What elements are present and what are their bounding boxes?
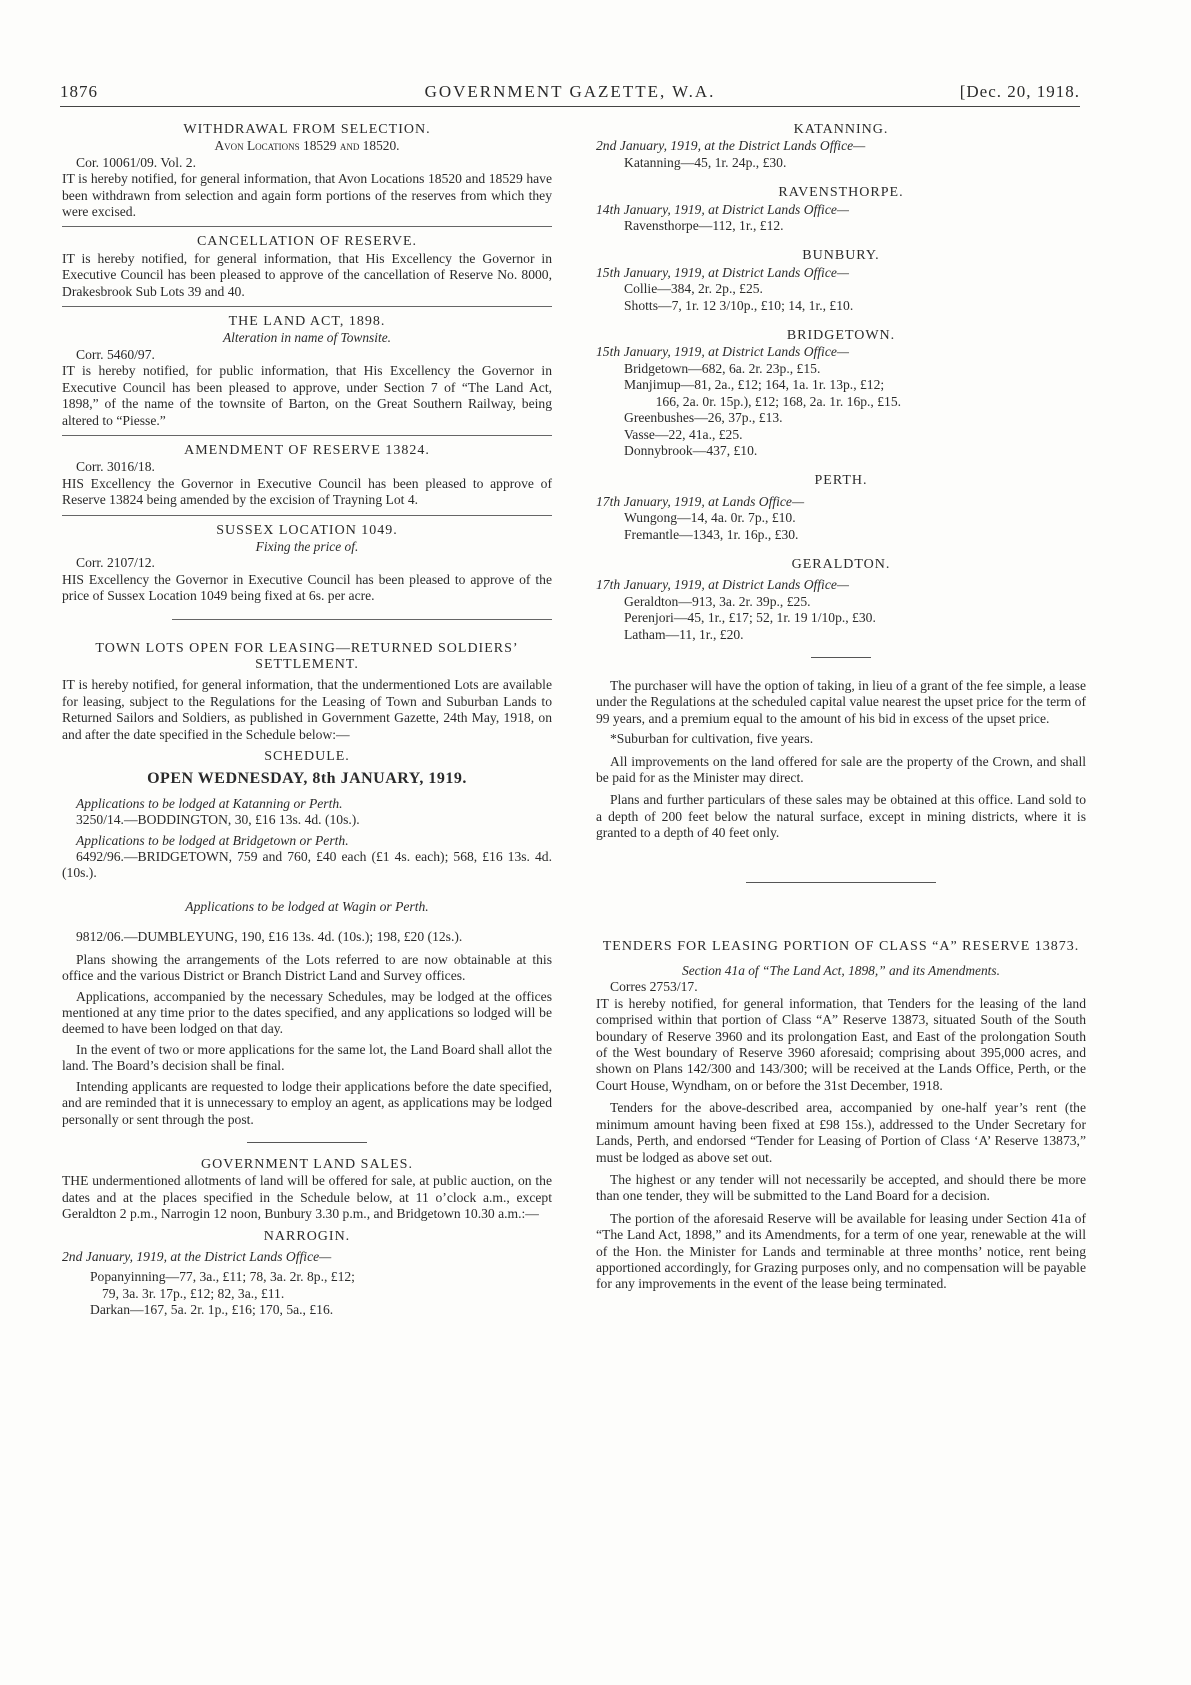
- left-column: [62, 122, 552, 1319]
- plans-paragraph: Plans and further particulars of these sales may be obtained at this office. Land sold to a depth of 200 feet below the natural surface, except in mining districts, where it is granted to a depth of 40 feet only.: [596, 792, 1086, 841]
- sale-date: 17th January, 1919, at District Lands Office—: [596, 577, 849, 593]
- right-column: [596, 122, 1086, 1293]
- sale-date: 2nd January, 1919, at the District Lands Office—: [596, 138, 866, 154]
- notice-subheading: Section 41a of “The Land Act, 1898,” and its Amendments.: [682, 963, 1000, 979]
- notice-subheading: Avon Locations 18529 and 18520.: [214, 138, 400, 154]
- notice-heading: AMENDMENT OF RESERVE 13824.: [184, 442, 430, 458]
- lot-entry: 6492/96.—BRIDGETOWN, 759 and 760, £40 each (£1 4s. each); 568, £16 13s. 4d. (10s.).: [62, 849, 552, 881]
- divider: [247, 1142, 367, 1143]
- notice-body: IT is hereby notified, for general information, that the undermentioned Lots are available for leasing, subject to the Regulations for the Leasing of Town and Suburban Lands to Returned Sailors and Soldiers, as published in Government Gazette, 24th May, 1918, on and after the date specified in the Schedule below:—: [62, 677, 552, 742]
- sale-katanning: [596, 122, 1086, 171]
- sale-bridgetown: [596, 328, 1086, 459]
- notice-heading: TENDERS FOR LEASING PORTION OF CLASS “A” RESERVE 13873.: [602, 938, 1080, 954]
- town-lots-notice: [62, 641, 552, 1128]
- lot-entry: 9812/06.—DUMBLEYUNG, 190, £16 13s. 4d. (10s.); 198, £20 (12s.).: [76, 929, 463, 945]
- notice-body: HIS Excellency the Governor in Executive Council has been pleased to approve of the price of Sussex Location 1049 being fixed at 6s. per acre.: [62, 571, 552, 604]
- paragraph: The highest or any tender will not necessarily be accepted, and should there be more than one tender, they will be submitted to the Land Board for a decision.: [596, 1171, 1086, 1204]
- town-heading: KATANNING.: [793, 122, 889, 137]
- notice-heading: CANCELLATION OF RESERVE.: [196, 234, 418, 250]
- town-heading: BUNBURY.: [802, 248, 880, 264]
- sale-perth: [596, 473, 1086, 543]
- sale-lot: 79, 3a. 3r. 17p., £12; 82, 3a., £11.: [102, 1285, 285, 1301]
- sale-bunbury: [596, 248, 1086, 314]
- correspondence-ref: Corr. 2107/12.: [76, 555, 155, 571]
- divider: [746, 882, 936, 883]
- sale-lot: Darkan—167, 5a. 2r. 1p., £16; 170, 5a., £16.: [90, 1302, 334, 1318]
- lot-entry: 3250/14.—BODDINGTON, 30, £16 13s. 4d. (10s.).: [76, 812, 360, 828]
- notice-body: IT is hereby notified, for public information, that His Excellency the Governor in Executive Council has been pleased to approve, under Section 7 of “The Land Act, 1898,” of the name of the townsite of Barton, on the Great Southern Railway, being altered to “Piesse.”: [62, 363, 552, 428]
- sale-date: 15th January, 1919, at District Lands Office—: [596, 264, 849, 280]
- issue-date: [Dec. 20, 1918.: [959, 82, 1080, 101]
- sale-lot: Ravensthorpe—112, 1r., £12.: [624, 218, 784, 234]
- notice-heading: SUSSEX LOCATION 1049.: [216, 522, 398, 538]
- sale-date: 15th January, 1919, at District Lands Office—: [596, 344, 849, 360]
- sale-lot: Wungong—14, 4a. 0r. 7p., £10.: [624, 510, 796, 526]
- paragraph: Plans showing the arrangements of the Lots referred to are now obtainable at this office and the various District or Branch District Land and Survey offices.: [62, 951, 552, 984]
- divider: [62, 515, 552, 516]
- divider: [172, 619, 552, 620]
- divider: [62, 435, 552, 436]
- improvements-paragraph: All improvements on the land offered for sale are the property of the Crown, and shall be paid for as the Minister may direct.: [596, 753, 1086, 785]
- withdrawal-notice: [62, 122, 552, 220]
- open-date-heading: OPEN WEDNESDAY, 8th JANUARY, 1919.: [147, 770, 467, 788]
- sale-lot: Popanyinning—77, 3a., £11; 78, 3a. 2r. 8p., £12;: [90, 1269, 355, 1285]
- town-heading: BRIDGETOWN.: [786, 328, 896, 344]
- notice-body: THE undermentioned allotments of land will be offered for sale, at public auction, on the dates and at the places specified in the Schedule below, at 11 o’clock a.m., except Geraldton 2 p.m., Narrogin 12 noon, Bunbury 3.30 p.m., and Bridgetown 10.30 a.m.:—: [62, 1173, 552, 1222]
- notice-body: IT is hereby notified, for general information, that Avon Locations 18520 and 18529 have been withdrawn from selection and again form portions of the reserves from which they were excised.: [62, 171, 552, 220]
- notice-heading: WITHDRAWAL FROM SELECTION.: [183, 122, 431, 137]
- town-heading: GERALDTON.: [791, 556, 891, 572]
- divider: [811, 657, 871, 658]
- sale-date: 14th January, 1919, at District Lands Office—: [596, 201, 849, 217]
- town-heading: NARROGIN.: [263, 1228, 351, 1244]
- town-heading: PERTH.: [814, 473, 868, 489]
- lodging-place: Applications to be lodged at Bridgetown or Perth.: [76, 832, 349, 848]
- lodging-place: Applications to be lodged at Katanning or Perth.: [76, 795, 343, 811]
- paragraph: In the event of two or more applications for the same lot, the Land Board shall allot the land. The Board’s decision shall be final.: [62, 1041, 552, 1074]
- correspondence-ref: Corr. 5460/97.: [76, 346, 155, 362]
- sale-date: 17th January, 1919, at Lands Office—: [596, 493, 805, 509]
- paragraph: Tenders for the above-described area, accompanied by one-half year’s rent (the minimum amount having been fixed at £98 15s.), addressed to the Under Secretary for Lands, Perth, and endorsed “Tender for Leasing of Portion of Class ‘A’ Reserve 13873,” must be lodged as above set out.: [596, 1100, 1086, 1165]
- sale-lot: Greenbushes—26, 37p., £13.: [624, 410, 783, 426]
- sale-lot: 166, 2a. 0r. 15p.), £12; 168, 2a. 1r. 16p., £15.: [642, 393, 902, 409]
- sale-lot: Manjimup—81, 2a., £12; 164, 1a. 1r. 13p., £12;: [624, 377, 885, 393]
- sale-lot: Perenjori—45, 1r., £17; 52, 1r. 19 1/10p., £30.: [624, 610, 876, 626]
- lodging-place: Applications to be lodged at Wagin or Perth.: [185, 899, 429, 915]
- sussex-notice: [62, 523, 552, 605]
- tenders-notice: [596, 939, 1086, 1293]
- sale-date: 2nd January, 1919, at the District Lands Office—: [62, 1248, 332, 1264]
- sale-lot: Collie—384, 2r. 2p., £25.: [624, 281, 763, 297]
- paragraph: The portion of the aforesaid Reserve will be available for leasing under Section 41a of “The Land Act, 1898,” and its Amendments, for a term of one year, renewable at the will of the Hon. the Minister for Lands and terminable at three months’ notice, rent being apportioned accordingly, for Grazing purposes only, and no compensation will be payable for any improvements in the event of the lease being terminated.: [596, 1210, 1086, 1292]
- page-number: 1876: [60, 82, 98, 101]
- sale-lot: Katanning—45, 1r. 24p., £30.: [624, 154, 787, 170]
- paragraph: Applications, accompanied by the necessary Schedules, may be lodged at the offices mentioned at any time prior to the dates specified, and any applications so lodged will be deemed to have been lodged on that day.: [62, 988, 552, 1037]
- correspondence-ref: Cor. 10061/09. Vol. 2.: [76, 154, 196, 170]
- suburban-note: *Suburban for cultivation, five years.: [610, 731, 814, 747]
- gazette-title: GOVERNMENT GAZETTE, W.A.: [424, 82, 716, 101]
- sale-lot: Geraldton—913, 3a. 2r. 39p., £25.: [624, 593, 811, 609]
- sale-lot: Shotts—7, 1r. 12 3/10p., £10; 14, 1r., £10.: [624, 297, 854, 313]
- land-act-notice: [62, 314, 552, 429]
- land-sales-notice: [62, 1157, 552, 1319]
- notice-subheading: Fixing the price of.: [255, 538, 359, 554]
- correspondence-ref: Corr. 3016/18.: [76, 459, 155, 475]
- notice-heading: THE LAND ACT, 1898.: [228, 314, 386, 330]
- amendment-notice: [62, 443, 552, 509]
- divider: [62, 306, 552, 307]
- notice-subheading: Alteration in name of Townsite.: [222, 330, 391, 346]
- sale-geraldton: [596, 557, 1086, 643]
- sale-lot: Donnybrook—437, £10.: [624, 442, 758, 458]
- sale-ravensthorpe: [596, 185, 1086, 234]
- page-header: [60, 80, 1080, 107]
- purchaser-paragraph: The purchaser will have the option of taking, in lieu of a grant of the fee simple, a lease under the Regulations at the scheduled capital value nearest the upset price for the term of 99 years, and a premium equal to the amount of his bid in excess of the upset price.: [596, 677, 1086, 726]
- sale-lot: Latham—11, 1r., £20.: [624, 626, 744, 642]
- town-heading: RAVENSTHORPE.: [778, 185, 904, 201]
- notice-heading: TOWN LOTS OPEN FOR LEASING—RETURNED SOLDIERS’ SETTLEMENT.: [95, 640, 519, 672]
- cancellation-notice: [62, 234, 552, 300]
- notice-body: HIS Excellency the Governor in Executive Council has been pleased to approve of Reserve 13824 being amended by the excision of Trayning Lot 4.: [62, 475, 552, 508]
- paragraph: IT is hereby notified, for general information, that Tenders for the leasing of the land comprised within that portion of Class “A” Reserve 13873, situated South of the South boundary of Reserve 3960 and its prolongation East, and East of the prolongation South of the West boundary of Reserve 3960 aforesaid; comprising about 395,000 acres, and shown on Plans 142/300 and 143/300; will be received at the Lands Office, Perth, or the Court House, Wyndham, on or before the 31st December, 1918.: [596, 995, 1086, 1093]
- divider: [62, 226, 552, 227]
- sale-lot: Bridgetown—682, 6a. 2r. 23p., £15.: [624, 360, 821, 376]
- sale-lot: Vasse—22, 41a., £25.: [624, 426, 743, 442]
- correspondence-ref: Corres 2753/17.: [610, 979, 698, 995]
- sale-lot: Fremantle—1343, 1r. 16p., £30.: [624, 526, 799, 542]
- paragraph: Intending applicants are requested to lodge their applications before the date specified, and are reminded that it is unnecessary to employ an agent, as applications may be lodged personally or sent through the post.: [62, 1078, 552, 1127]
- schedule-heading: SCHEDULE.: [264, 749, 350, 764]
- notice-body: IT is hereby notified, for general information, that His Excellency the Governor in Executive Council has been pleased to approve of the cancellation of Reserve No. 8000, Drakesbrook Sub Lots 39 and 40.: [62, 250, 552, 299]
- notice-heading: GOVERNMENT LAND SALES.: [201, 1156, 413, 1172]
